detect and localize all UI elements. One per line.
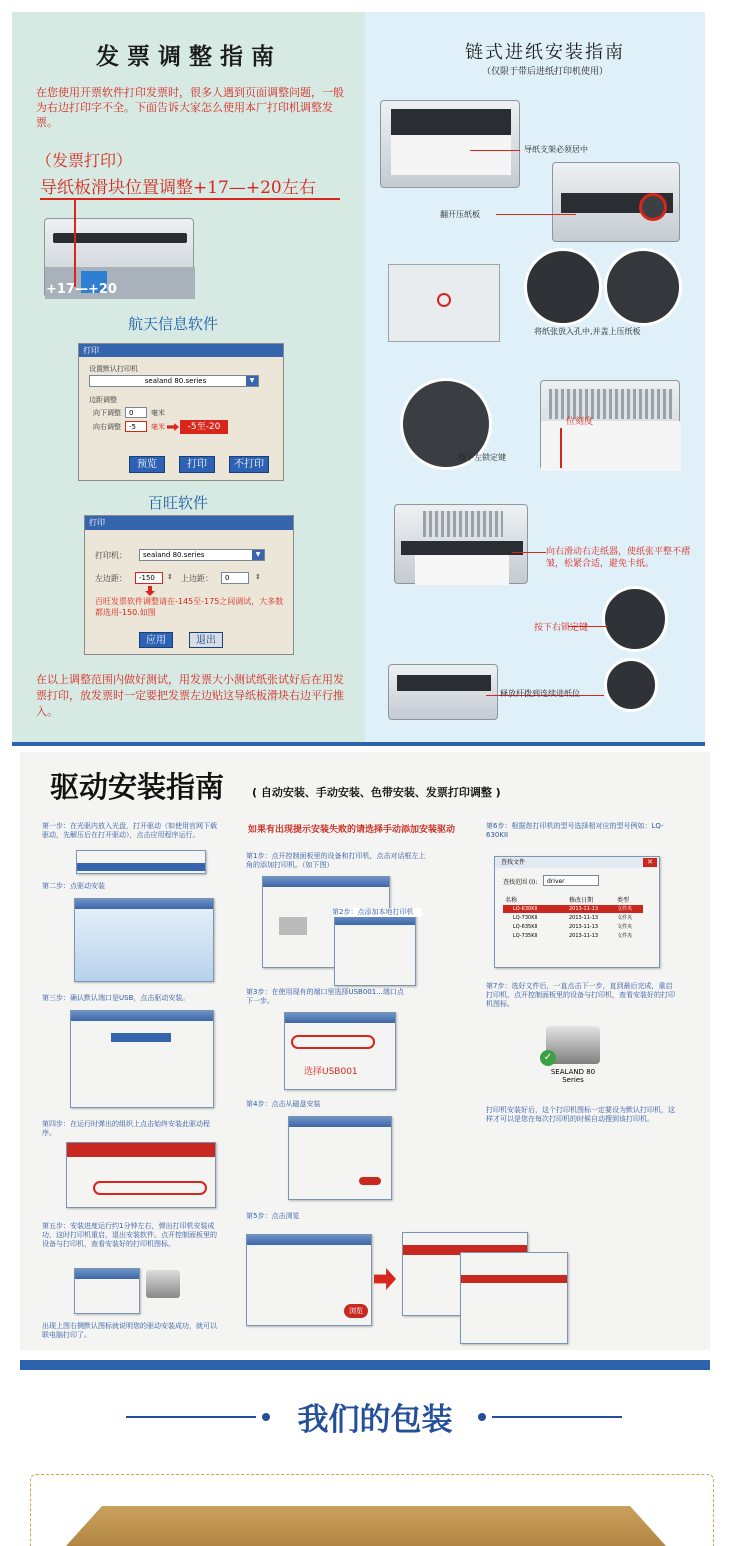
chain-photo-7 — [602, 586, 668, 652]
dialog-titlebar: 打印 — [79, 344, 283, 357]
chain-title: 链式进纸安装指南 — [465, 42, 625, 63]
file-row[interactable]: LQ-635KII 2013-11-13 文件夹 — [513, 924, 633, 930]
printer-icon-label: SEALAND 80 Series — [550, 1068, 596, 1084]
chain-photo-6 — [394, 504, 528, 584]
manual-step-4: 第4步：点击从磁盘安装 — [246, 1100, 321, 1108]
chevron-down-icon[interactable]: ▼ — [252, 550, 264, 560]
file-row[interactable]: LQ-735KII 2013-11-13 文件夹 — [513, 933, 633, 939]
m5-shot-3 — [460, 1252, 568, 1344]
driver-step-5b: 出现上图右侧默认图标就说明您的驱动安装成功，就可以联电脑打印了。 — [42, 1322, 217, 1339]
chain-caption-4: 位刻度 — [566, 417, 594, 427]
usb-label: 选择USB001 — [304, 1067, 358, 1077]
driver-step-8: 打印机安装好后，这个打印机图标一定要设为默认打印机，这样才可以是您在每次打印机的时候自动搜到该打印机。 — [486, 1106, 675, 1123]
spinner-icon[interactable]: ⇕ — [167, 573, 173, 581]
printer-select[interactable]: sealand 80.series — [89, 375, 259, 387]
step1-shot — [76, 850, 206, 874]
file-row[interactable]: LQ-630KII 2013-11-13 文件夹 — [503, 905, 643, 913]
slider-label: +17—+20 — [46, 282, 117, 297]
look-in-label: 查找范围 (I): — [503, 879, 538, 886]
apply-button[interactable]: 应用 — [139, 632, 173, 648]
chain-caption-2: 翻开压纸板 — [440, 210, 480, 219]
software2-title: 百旺软件 — [148, 494, 209, 512]
default-printer-label: 设置默认打印机 — [89, 365, 138, 373]
down-unit: 毫米 — [151, 409, 165, 417]
title-line-right — [492, 1416, 622, 1418]
manual-title: 如果有出现提示安装失败的请选择手动添加安装驱动 — [248, 825, 456, 835]
down-label: 向下调整 — [93, 409, 121, 417]
chain-photo-3c — [604, 248, 682, 326]
range-arrow — [167, 423, 179, 431]
chain-caption-7: 按下右锁定键 — [534, 623, 589, 633]
baiwang-note: 百旺发票软件调整请在-145至-175之间调试，大多数都选用-150.如图 — [95, 597, 284, 617]
title-dot-right — [478, 1413, 486, 1421]
print-button[interactable]: 打印 — [179, 456, 215, 473]
chain-subtitle: （仅限于带后进纸打印机使用） — [481, 67, 608, 77]
driver-step-2: 第二步：点驱动安装 — [42, 882, 105, 890]
printer-icon — [146, 1270, 180, 1298]
driver-step-1: 第一步：在光驱内放入光盘，打开驱动（如使用官网下载驱动，先解压后在打开驱动），点击应用程序运行。 — [42, 822, 217, 839]
chain-photo-8 — [388, 664, 498, 720]
print-dialog-baiwang — [84, 515, 294, 655]
manual-step-1: 第1步：点开控制面板里的设备和打印机，点击对话框左上角的添加打印机。（如下图） — [246, 852, 426, 869]
col-name: 名称 — [505, 897, 518, 904]
chain-photo-2 — [552, 162, 680, 242]
driver-subtitle: ( 自动安装、手动安装、色带安装、发票打印调整 ) — [252, 786, 501, 799]
driver-step-6: 第6步：根据您打印机的型号选择相对应的型号例如：LQ-630KII — [486, 822, 664, 839]
driver-step-5: 第五步：安装进度运行约1分钟左右，弹出打印机安装成功，这时打印机重启，退出安装软件。点开控制面板里的设备与打印机，查看安装好的打印机图标。 — [42, 1222, 217, 1248]
driver-title: 驱动安装指南 — [50, 770, 225, 804]
right-input[interactable]: -5 — [125, 421, 147, 432]
chain-photo-3 — [388, 264, 500, 342]
invoice-footer-note: 在以上调整范围内做好测试，用发票大小测试纸张试好后在用发票打印，放发票时一定要把发票左边贴这导纸板滑块右边平行推入。 — [36, 673, 344, 718]
exit-button[interactable]: 退出 — [189, 632, 223, 648]
pointer-line — [560, 428, 562, 468]
no-print-button[interactable]: 不打印 — [229, 456, 269, 473]
invoice-intro: 在您使用开票软件打印发票时，很多人遇到页面调整问题，一般为右边打印字不全。下面告诉大家怎么使用本厂打印机调整发票。 — [36, 86, 344, 129]
chevron-down-icon[interactable]: ▼ — [246, 376, 258, 386]
chain-caption-3: 将纸张放入孔中,并盖上压纸板 — [534, 327, 641, 336]
slider-heading: 导纸板滑块位置调整+17—+20左右 — [40, 178, 316, 198]
manual-step-5: 第5步：点击浏览 — [246, 1212, 300, 1220]
down-input[interactable]: 0 — [125, 407, 147, 418]
file-row[interactable]: LQ-730KII 2013-11-13 文件夹 — [513, 915, 633, 921]
chain-caption-1: 导纸支架必须居中 — [524, 145, 588, 154]
chain-caption-5: 按下左锁定键 — [458, 453, 506, 462]
chain-photo-3b — [524, 248, 602, 326]
top-margin-label: 上边距： — [181, 574, 213, 583]
margin-label: 边距调整 — [89, 396, 117, 404]
col-type: 类型 — [617, 897, 630, 904]
software1-title: 航天信息软件 — [128, 315, 219, 333]
step2-shot — [74, 898, 214, 982]
packing-top-bar — [20, 1360, 710, 1370]
top-margin-input[interactable]: 0 — [221, 572, 249, 584]
slider-underline — [40, 198, 340, 200]
driver-step-3: 第三步：确认默认端口是USB，点击驱动安装。 — [42, 994, 190, 1002]
print-dialog-aisino — [78, 343, 284, 481]
chain-caption-8: 释放杆拨到连续进纸位 — [500, 689, 580, 698]
step4-shot — [66, 1142, 216, 1208]
pointer-line — [512, 552, 546, 553]
dialog-title: 查找文件 — [495, 857, 659, 868]
m3-shot — [284, 1012, 396, 1090]
step3-shot — [70, 1010, 214, 1108]
chain-photo-8b — [604, 658, 658, 712]
packing-title: 我们的包装 — [297, 1402, 453, 1438]
browse-button[interactable]: 浏览 — [344, 1304, 368, 1318]
find-file-dialog — [494, 856, 660, 968]
step5-shot — [74, 1268, 140, 1314]
manual-step-3: 第3步：在使用现有的端口里选择USB001...端口点下一步。 — [246, 988, 404, 1005]
right-label: 向右调整 — [93, 423, 121, 431]
cardboard-box-photo — [66, 1506, 666, 1546]
range-note: -5至-20 — [180, 420, 228, 434]
col-date: 修改日期 — [569, 897, 594, 904]
m2-shot — [334, 914, 416, 986]
chain-photo-1 — [380, 100, 520, 188]
check-icon: ✓ — [540, 1050, 556, 1066]
manual-step-2: 第2步：点添加本地打印机 — [332, 908, 422, 917]
invoice-print-heading: （发票打印） — [36, 151, 133, 170]
left-margin-label: 左边距： — [95, 574, 127, 583]
slider-pointer-line — [74, 199, 76, 287]
printer2-select[interactable]: sealand 80.series — [139, 549, 265, 561]
pointer-line — [470, 150, 520, 151]
look-in-select[interactable]: driver — [543, 875, 599, 886]
m4-shot — [288, 1116, 392, 1200]
dialog2-titlebar: 打印 — [85, 516, 293, 530]
driver-step-7: 第7步：选好文件后，一直点击下一步，直到最后完成，重启打印机，点开控制面板里的设备与打印机，查看安装好的打印机图标。 — [486, 982, 675, 1008]
title-dot-left — [262, 1413, 270, 1421]
chain-caption-6: 向右滑动右走纸器，使纸张平整不褶皱，松紧合适，避免卡纸。 — [546, 547, 691, 569]
preview-button[interactable]: 预览 — [129, 456, 165, 473]
down-arrow-icon — [145, 586, 155, 596]
spinner-icon[interactable]: ⇕ — [255, 573, 261, 581]
driver-step-4: 第四步：在运行时弹出的组织上点击始终安装此驱动程序。 — [42, 1120, 210, 1137]
left-margin-input[interactable]: -150 — [135, 572, 163, 584]
title-line-left — [126, 1416, 256, 1418]
pointer-line — [496, 214, 576, 215]
right-unit: 毫米 — [151, 423, 165, 431]
invoice-title: 发 票 调 整 指 南 — [95, 43, 275, 70]
printer-label: 打印机： — [95, 551, 127, 560]
close-icon[interactable]: ✕ — [643, 858, 657, 867]
section-divider — [12, 742, 705, 746]
